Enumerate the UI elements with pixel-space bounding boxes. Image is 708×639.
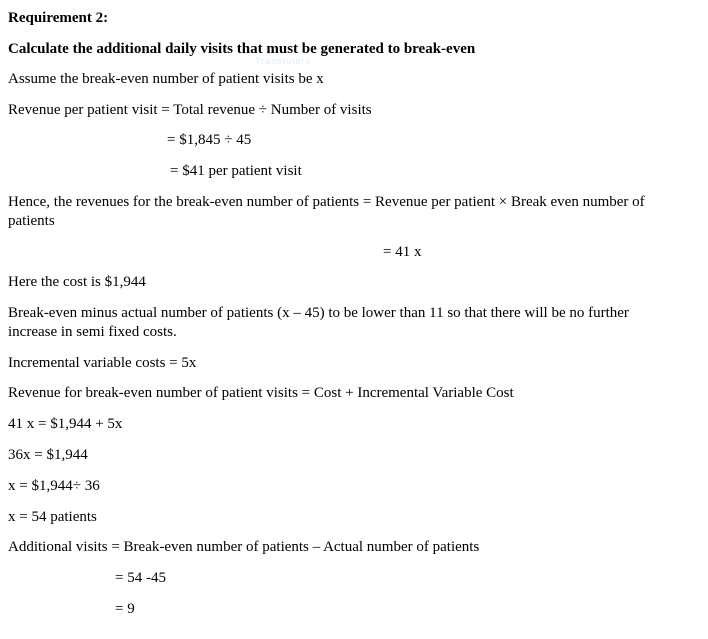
- equation-2: 36x = $1,944: [8, 447, 88, 463]
- cost-line: Here the cost is $1,944: [8, 274, 146, 290]
- watermark-text: Transtutors: [255, 56, 312, 66]
- calc-step-2: = $41 per patient visit: [170, 163, 302, 179]
- equation-5: = 54 -45: [115, 570, 166, 586]
- subheading: Calculate the additional daily visits that must be generated to break-even: [8, 41, 476, 57]
- incremental-costs-line: Incremental variable costs = 5x: [8, 355, 197, 371]
- equation-1: 41 x = $1,944 + 5x: [8, 416, 123, 432]
- equation-4: x = 54 patients: [8, 509, 97, 525]
- revenue-breakeven-line: Revenue for break-even number of patient visits = Cost + Incremental Variable Cost: [8, 385, 514, 401]
- calc-step-1: = $1,845 ÷ 45: [167, 132, 252, 148]
- assume-line: Assume the break-even number of patient visits be x: [8, 71, 324, 87]
- breakeven-minus-line: Break-even minus actual number of patients (x – 45) to be lower than 11 so that there will be no further increase in semi fixed costs.: [8, 305, 629, 340]
- hence-line: Hence, the revenues for the break-even number of patients = Revenue per patient × Break even number of patients: [8, 194, 645, 229]
- equation-3: x = $1,944÷ 36: [8, 478, 100, 494]
- heading: Requirement 2:: [8, 10, 109, 26]
- revenue-41x: = 41 x: [383, 244, 422, 260]
- revenue-per-visit-line: Revenue per patient visit = Total revenue ÷ Number of visits: [8, 102, 372, 118]
- equation-6: = 9: [115, 601, 135, 617]
- additional-visits-line: Additional visits = Break-even number of patients – Actual number of patients: [8, 539, 480, 555]
